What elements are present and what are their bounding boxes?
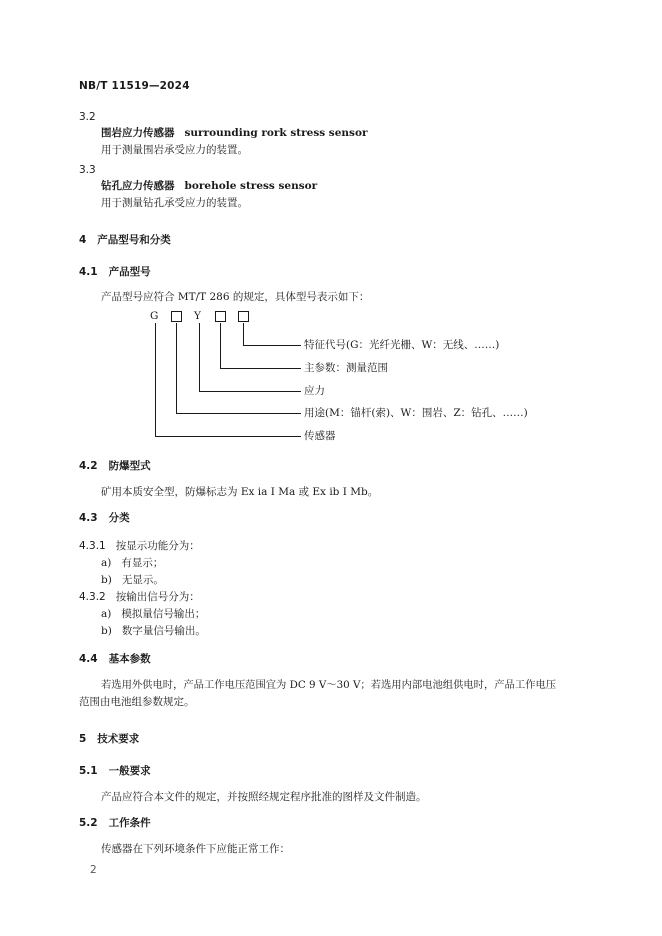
paragraph-4-4-line-1: 若选用外供电时，产品工作电压范围宜为 DC 9 V～30 V；若选用内部电池组供电时，产品工作电压 (101, 679, 557, 691)
section-number: 4.4 (79, 653, 98, 665)
paragraph-5-1: 产品应符合本文件的规定，并按照经规定程序批准的图样及文件制造。 (101, 791, 427, 803)
section-number: 5.1 (79, 765, 98, 777)
list-text: 模拟量信号输出； (121, 608, 206, 620)
list-text: 无显示。 (121, 574, 164, 586)
label-stress: 应力 (304, 385, 325, 397)
section-heading-5-1 (79, 764, 151, 778)
clause-number-3-3: 3.3 (79, 164, 96, 176)
section-title: 工作条件 (108, 817, 151, 829)
clause-4-3-2 (79, 590, 200, 604)
term-cn: 围岩应力传感器 (101, 127, 175, 139)
page-number: 2 (90, 864, 97, 876)
paragraph-4-2: 矿用本质安全型，防爆标志为 Ex ia I Ma 或 Ex ib I Mb。 (101, 486, 379, 498)
placeholder-box-param (216, 312, 226, 322)
placeholder-box-feature (239, 312, 249, 322)
section-heading-4-4 (79, 652, 151, 666)
list-item (101, 607, 205, 621)
section-title: 产品型号 (108, 266, 151, 278)
clause-4-3-1 (79, 539, 200, 553)
placeholder-box-usage (172, 312, 182, 322)
list-marker: b) (101, 574, 112, 586)
term-en: borehole stress sensor (184, 180, 318, 192)
section-title: 一般要求 (108, 765, 151, 777)
label-sensor: 传感器 (304, 430, 336, 442)
label-feature-code: 特征代号(G：光纤光栅、W：无线、……) (304, 339, 500, 351)
section-heading-5 (79, 732, 139, 746)
term-cn: 钻孔应力传感器 (101, 180, 175, 192)
list-text: 有显示； (121, 557, 164, 569)
list-item (101, 624, 206, 638)
list-marker: a) (101, 557, 112, 569)
leader-line-sensor (156, 323, 302, 437)
section-number: 4.2 (79, 460, 98, 472)
list-marker: a) (101, 608, 112, 620)
section-title: 技术要求 (97, 733, 140, 745)
list-text: 数字量信号输出。 (121, 625, 206, 637)
standard-number: NB/T 11519—2024 (79, 80, 190, 92)
code-letter-g: G (150, 310, 159, 322)
clause-number: 4.3.2 (79, 591, 106, 603)
list-marker: b) (101, 625, 112, 637)
section-number: 4.1 (79, 266, 98, 278)
clause-text: 按输出信号分为： (115, 591, 200, 603)
section-number: 4 (79, 234, 87, 246)
section-number: 5 (79, 733, 87, 745)
term-en: surrounding rork stress sensor (184, 127, 368, 139)
clause-number-3-2: 3.2 (79, 111, 96, 123)
definition-3-3: 用于测量钻孔承受应力的装置。 (101, 197, 248, 209)
section-number: 5.2 (79, 817, 98, 829)
paragraph-4-1: 产品型号应符合 MT/T 286 的规定，具体型号表示如下： (101, 291, 370, 303)
list-item (101, 573, 164, 587)
code-letter-y: Y (194, 310, 201, 322)
section-number: 4.3 (79, 512, 98, 524)
section-heading-4-2 (79, 459, 151, 473)
clause-number: 4.3.1 (79, 540, 106, 552)
definition-3-2: 用于测量围岩承受应力的装置。 (101, 144, 248, 156)
section-heading-5-2 (79, 816, 151, 830)
clause-text: 按显示功能分为： (115, 540, 200, 552)
section-title: 防爆型式 (108, 460, 151, 472)
section-heading-4-3 (79, 511, 130, 525)
leader-line-stress (200, 323, 302, 392)
section-title: 分类 (108, 512, 130, 524)
section-title: 产品型号和分类 (97, 234, 171, 246)
paragraph-5-2: 传感器在下列环境条件下应能正常工作： (101, 843, 290, 855)
label-main-parameter: 主参数：测量范围 (304, 362, 388, 374)
leader-line-feature (244, 323, 302, 346)
section-title: 基本参数 (108, 653, 151, 665)
list-item (101, 556, 163, 570)
paragraph-4-4-line-2: 范围由电池组参数规定。 (79, 696, 195, 708)
label-usage: 用途(M：锚杆(索)、W：围岩、Z：钻孔、……) (304, 407, 528, 419)
